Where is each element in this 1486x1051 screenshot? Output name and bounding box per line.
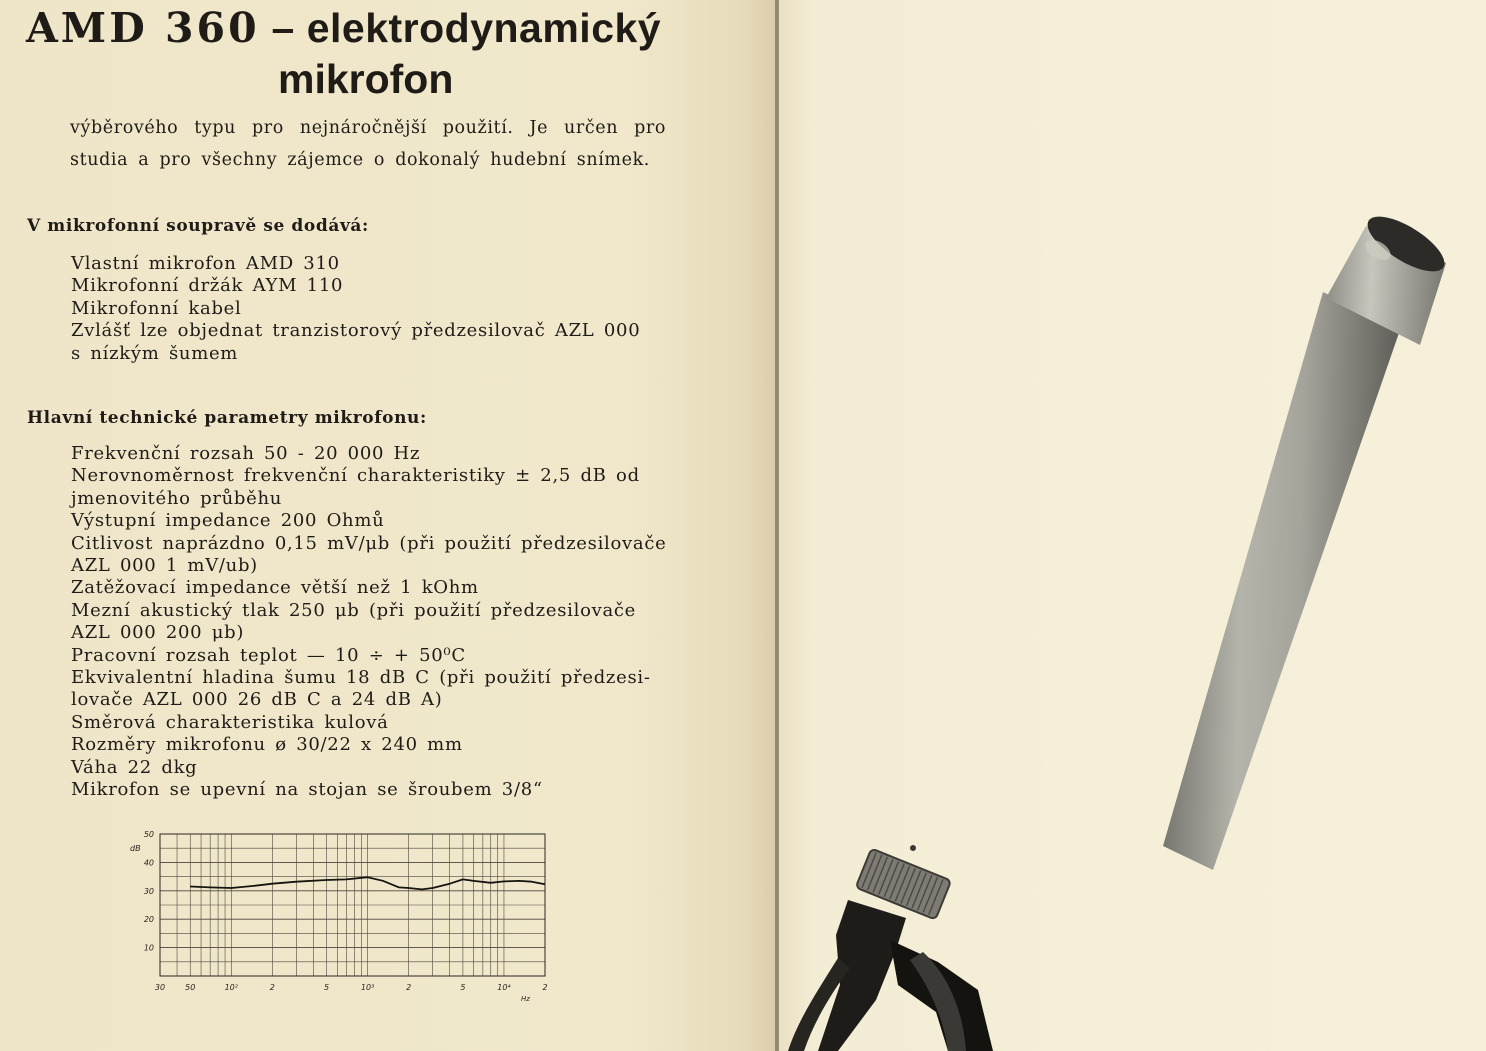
- contents-item: Mikrofonní kabel: [71, 297, 242, 319]
- parameter-line: jmenovitého průběhu: [71, 487, 283, 509]
- contents-heading: V mikrofonní soupravě se dodává:: [27, 216, 369, 236]
- chart-y-tick-label: 10: [143, 943, 154, 953]
- chart-x-tick-label: 2: [269, 983, 275, 992]
- chart-x-tick-label: 2: [542, 983, 548, 992]
- chart-y-tick-label: 40: [143, 858, 154, 868]
- chart-x-tick-label: 10⁴: [497, 983, 511, 992]
- parameter-line: Rozměry mikrofonu ø 30/22 x 240 mm: [71, 734, 463, 756]
- chart-y-axis-label: dB: [130, 844, 141, 853]
- parameter-line: Ekvivalentní hladina šumu 18 dB C (při použití předzesi-: [71, 667, 651, 689]
- title-dash: –: [259, 5, 307, 51]
- page-title: [26, 4, 726, 52]
- contents-item: Zvlášť lze objednat tranzistorový předzesilovač AZL 000: [71, 320, 641, 342]
- frequency-response-svg: [120, 826, 560, 1006]
- contents-item: Vlastní mikrofon AMD 310: [71, 253, 340, 274]
- intro-paragraph: výběrového typu pro nejnáročnější použití. Je určen pro studia a pro všechny zájemce o dokonalý hudební snímek.: [70, 118, 666, 170]
- chart-x-tick-label: 2: [406, 983, 412, 992]
- chart-x-tick-label: 10³: [360, 983, 375, 992]
- frequency-response-chart: [120, 826, 560, 1006]
- microphone-body: [910, 206, 1452, 870]
- parameter-line: Mezní akustický tlak 250 μb (při použití předzesilovače: [71, 599, 637, 621]
- chart-x-tick-label: 30: [154, 983, 166, 992]
- parameter-line: lovače AZL 000 26 dB C a 24 dB A): [71, 689, 443, 711]
- chart-y-tick-label: 50: [143, 830, 154, 839]
- chart-y-tick-label: 30: [143, 886, 154, 896]
- parameters-heading: Hlavní technické parametry mikrofonu:: [27, 408, 427, 428]
- parameter-line: Směrová charakteristika kulová: [71, 711, 389, 733]
- parameter-line: AZL 000 200 μb): [71, 622, 245, 644]
- parameters-list: [71, 443, 667, 802]
- chart-x-tick-label: 10²: [224, 983, 238, 992]
- parameter-line: Nerovnoměrnost frekvenční charakteristiky ± 2,5 dB od: [71, 465, 640, 487]
- parameter-line: Váha 22 dkg: [71, 756, 198, 778]
- parameter-line: Mikrofon se upevní na stojan se šroubem 3/8“: [71, 779, 543, 801]
- title-type: elektrodynamický: [306, 5, 662, 51]
- parameter-line: Pracovní rozsah teplot — 10 ÷ + 50⁰C: [71, 644, 466, 666]
- chart-x-tick-label: 5: [324, 983, 330, 992]
- contents-list: [71, 253, 667, 365]
- chart-x-tick-label: 5: [460, 983, 466, 992]
- page-title-line2: mikrofon: [278, 56, 454, 102]
- microphone-photo: [778, 0, 1486, 1051]
- parameter-line: Výstupní impedance 200 Ohmů: [71, 510, 385, 532]
- parameter-line: Frekvenční rozsah 50 - 20 000 Hz: [71, 443, 421, 464]
- contents-item: Mikrofonní držák AYM 110: [71, 275, 344, 297]
- contents-item: s nízkým šumem: [71, 342, 239, 364]
- model-name: AMD 360: [26, 4, 260, 52]
- chart-x-axis-label: Hz: [521, 995, 530, 1003]
- parameter-line: Zatěžovací impedance větší než 1 kOhm: [71, 577, 479, 599]
- parameter-line: Citlivost naprázdno 0,15 mV/μb (při použití předzesilovače: [71, 532, 667, 554]
- microphone-holder: [788, 900, 993, 1051]
- chart-x-tick-label: 50: [185, 983, 196, 992]
- chart-y-tick-label: 20: [143, 915, 154, 925]
- parameter-line: AZL 000 1 mV/ub): [71, 555, 258, 577]
